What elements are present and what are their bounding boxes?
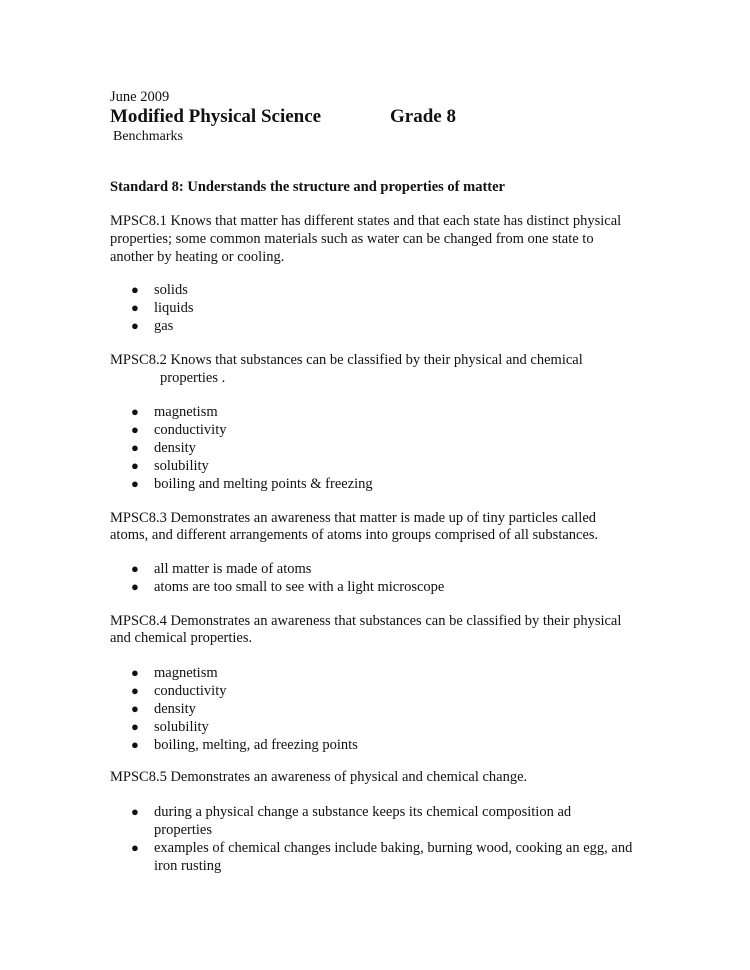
benchmark-8-5-list [0,803,649,875]
standard-heading: Standard 8: Understands the structure and properties of matter [110,179,505,195]
benchmark-8-3-list [0,560,649,596]
bullet-icon: ● [131,665,139,680]
list-item-continuation: properties [154,822,212,838]
list-item: ● atoms are too small to see with a light microscope [131,579,445,595]
list-item: ● magnetism [131,404,218,420]
benchmark-8-4-line2: and chemical properties. [110,630,253,646]
list-item: ● solids [131,282,188,298]
bullet-icon: ● [131,476,139,491]
bullet-icon: ● [131,404,139,419]
benchmark-8-2-line2: properties . [160,370,226,386]
benchmark-8-5-line1: MPSC8.5 Demonstrates an awareness of physical and chemical change. [110,769,528,785]
list-item: ● all matter is made of atoms [131,561,312,577]
bullet-icon: ● [131,737,139,752]
benchmark-8-1-line1: MPSC8.1 Knows that matter has different states and that each state has distinct physical [110,213,622,229]
list-item: ● conductivity [131,683,227,699]
bullet-icon: ● [131,561,139,576]
list-item: ● liquids [131,300,194,316]
bullet-icon: ● [131,458,139,473]
bullet-icon: ● [131,579,139,594]
list-item: ● examples of chemical changes include baking, burning wood, cooking an egg, and [131,840,633,856]
benchmark-8-3-line2: atoms, and different arrangements of atoms into groups comprised of all substances. [110,527,599,543]
document-date: June 2009 [110,89,170,105]
list-item: ● conductivity [131,422,227,438]
bullet-icon: ● [131,282,139,297]
list-item: ● magnetism [131,665,218,681]
list-item: ● solubility [131,458,209,474]
bullet-icon: ● [131,701,139,716]
bullet-icon: ● [131,318,139,333]
bullet-icon: ● [131,300,139,315]
list-item: ● boiling and melting points & freezing [131,476,373,492]
benchmark-8-1-line3: another by heating or cooling. [110,249,285,265]
list-item: ● density [131,440,196,456]
list-item: ● solubility [131,719,209,735]
bullet-icon: ● [131,422,139,437]
document-subtitle: Benchmarks [113,129,183,144]
list-item: ● during a physical change a substance keeps its chemical composition ad [131,804,572,820]
grade-label: Grade 8 [390,106,456,127]
benchmark-8-1-list [0,281,649,335]
bullet-icon: ● [131,683,139,698]
bullet-icon: ● [131,440,139,455]
list-item: ● gas [131,318,174,334]
benchmark-8-2-list [0,403,649,493]
benchmark-8-4-line1: MPSC8.4 Demonstrates an awareness that substances can be classified by their physical [110,613,622,629]
benchmark-8-3-line1: MPSC8.3 Demonstrates an awareness that matter is made up of tiny particles called [110,510,597,526]
list-item: ● boiling, melting, ad freezing points [131,737,358,753]
list-item-continuation: iron rusting [154,858,222,874]
bullet-icon: ● [131,719,139,734]
benchmark-8-1-line2: properties; some common materials such as water can be changed from one state to [110,231,594,247]
bullet-icon: ● [131,804,139,819]
list-item: ● density [131,701,196,717]
bullet-icon: ● [131,840,139,855]
benchmark-8-4-list [0,664,649,754]
document-title: Modified Physical Science [110,106,322,127]
benchmark-8-2-line1: MPSC8.2 Knows that substances can be classified by their physical and chemical [110,352,583,368]
